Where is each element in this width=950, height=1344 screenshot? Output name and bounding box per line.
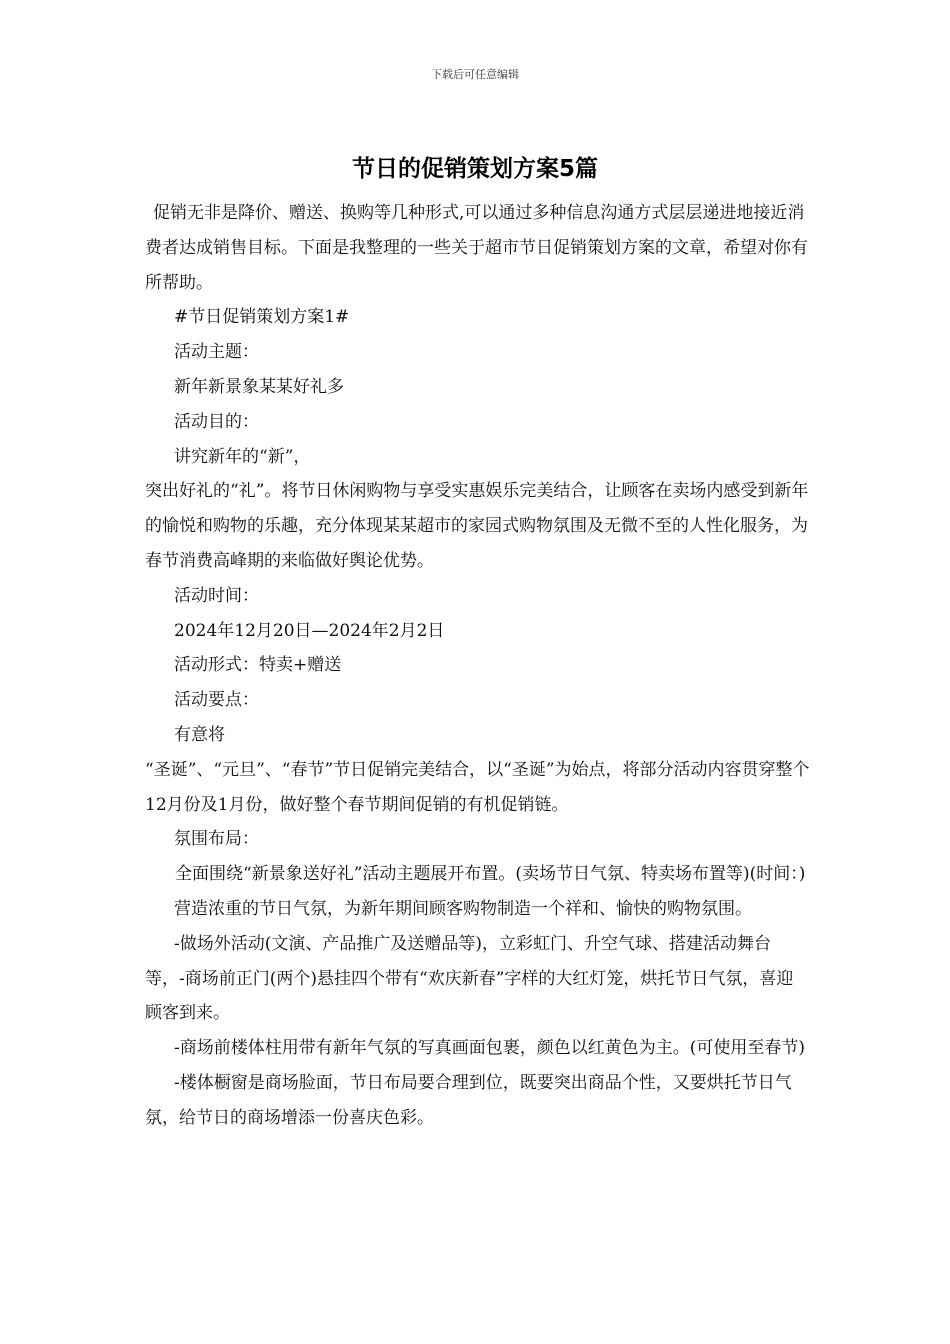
paragraph-theme-text: 新年新景象某某好礼多 (174, 376, 344, 397)
paragraph-points-line1: 有意将 (174, 724, 225, 745)
paragraph-section-heading: #节日促销策划方案1# (174, 307, 350, 328)
paragraph-pillars: -商场前楼体柱用带有新年气氛的写真画面包裹，颜色以红黄色为主。(可使用至春节) (174, 1038, 806, 1059)
paragraph-purpose-text: 突出好礼的“礼”。将节日休闲购物与享受实惠娱乐完美结合，让顾客在卖场内感受到新年的愉悦和购物的乐趣，充分体现某某超市的家园式购物氛围及无微不至的人性化服务，为春节消费高峰期的来临做好舆论优势。 (145, 481, 809, 571)
paragraph-purpose-label: 活动目的： (174, 411, 259, 432)
header-note: 下载后可任意编辑 (431, 68, 519, 81)
paragraph-theme-label: 活动主题： (174, 342, 259, 363)
paragraph-atmosphere: 营造浓重的节日气氛，为新年期间顾客购物制造一个祥和、愉快的购物氛围。 (174, 898, 752, 919)
document-title: 节日的促销策划方案5篇 (351, 156, 598, 182)
paragraph-time-label: 活动时间： (174, 585, 259, 606)
paragraph-points-text: “圣诞”、“元旦”、“春节”节日促销完美结合，以“圣诞”为始点，将部分活动内容贯穿整个12月份及1月份，做好整个春节期间促销的有机促销链。 (145, 759, 810, 815)
paragraph-layout-text: 全面围绕“新景象送好礼”活动主题展开布置。(卖场节日气氛、特卖场布置等)(时间：) (175, 864, 806, 885)
paragraph-time-text: 2024年12月20日—2024年2月2日 (174, 620, 445, 641)
paragraph-form: 活动形式：特卖+赠送 (174, 655, 342, 676)
paragraph-outdoor: -做场外活动(文演、产品推广及送赠品等)，立彩虹门、升空气球、搭建活动舞台等，-商场前正门(两个)悬挂四个带有“欢庆新春”字样的大红灯笼，烘托节日气氛，喜迎顾客到来。 (145, 933, 794, 1024)
paragraph-windows: -楼体橱窗是商场脸面，节日布局要合理到位，既要突出商品个性，又要烘托节日气氛，给节日的商场增添一份喜庆色彩。 (145, 1072, 792, 1128)
paragraph-purpose-line1: 讲究新年的“新”， (174, 446, 311, 467)
document-body (145, 196, 810, 1136)
paragraph-intro: 促销无非是降价、赠送、换购等几种形式,可以通过多种信息沟通方式层层递进地接近消费者达成销售目标。下面是我整理的一些关于超市节日促销策划方案的文章，希望对你有所帮助。 (145, 203, 808, 293)
paragraph-layout-label: 氛围布局： (174, 829, 259, 850)
paragraph-points-label: 活动要点： (174, 690, 259, 711)
